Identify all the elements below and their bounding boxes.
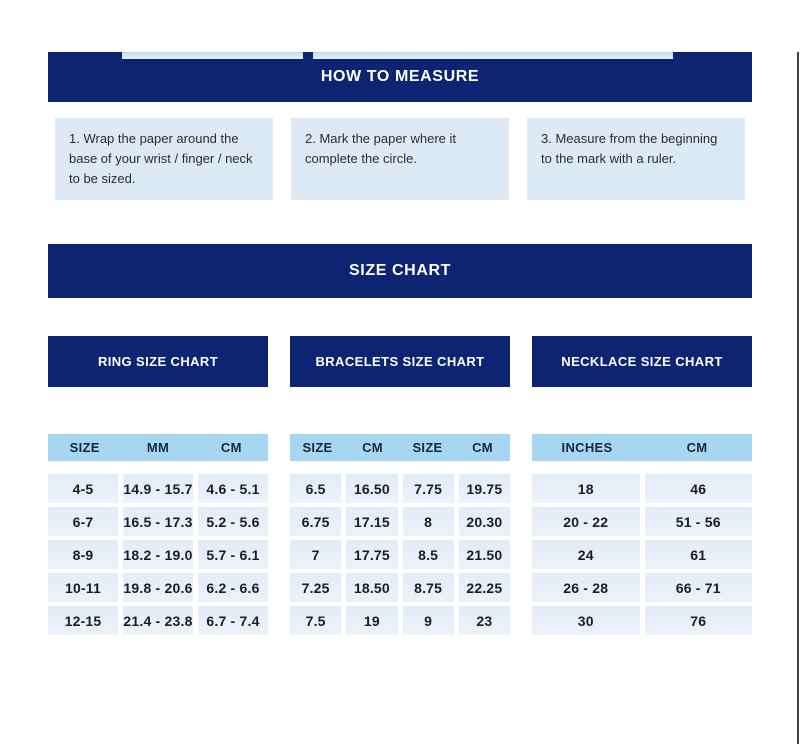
section-title-ring: RING SIZE CHART: [48, 336, 268, 387]
section-titles-row: [48, 336, 752, 387]
section-title-bracelets: BRACELETS SIZE CHART: [290, 336, 510, 387]
table-cell: 14.9 - 15.7: [123, 474, 193, 503]
table-row: [532, 540, 752, 569]
size-chart-banner: [48, 244, 752, 298]
size-guide-page: [0, 52, 800, 635]
table-cell: 4-5: [48, 474, 118, 503]
measure-step-1: 1. Wrap the paper around the base of your wrist / finger / neck to be sized.: [55, 118, 273, 200]
table-cell: 12-15: [48, 606, 118, 635]
table-cell: 8-9: [48, 540, 118, 569]
table-cell: 7.75: [403, 474, 454, 503]
table-cell: 6-7: [48, 507, 118, 536]
table-cell: 8: [403, 507, 454, 536]
table-cell: 18.2 - 19.0: [123, 540, 193, 569]
size-table-ring: [48, 434, 268, 635]
table-row: [290, 540, 510, 569]
how-to-measure-banner: [48, 52, 752, 102]
table-cell: 66 - 71: [645, 573, 753, 602]
table-body-necklace: [532, 474, 752, 635]
table-cell: 30: [532, 606, 640, 635]
window-edge-line: [797, 52, 799, 744]
table-row: [532, 606, 752, 635]
table-cell: 19.8 - 20.6: [123, 573, 193, 602]
table-cell: 20.30: [459, 507, 510, 536]
top-tab-left[interactable]: [122, 52, 303, 59]
size-table-bracelets: [290, 434, 510, 635]
measure-steps-row: [48, 118, 752, 200]
table-header-necklace: [532, 434, 752, 461]
table-cell: 6.7 - 7.4: [198, 606, 268, 635]
size-table-necklace: [532, 434, 752, 635]
table-cell: 6.5: [290, 474, 341, 503]
table-cell: 17.75: [346, 540, 397, 569]
table-cell: 17.15: [346, 507, 397, 536]
table-cell: 23: [459, 606, 510, 635]
table-row: [48, 540, 268, 569]
table-cell: 5.7 - 6.1: [198, 540, 268, 569]
table-cell: 7: [290, 540, 341, 569]
table-cell: 5.2 - 5.6: [198, 507, 268, 536]
table-row: [290, 474, 510, 503]
top-tab-right[interactable]: [313, 52, 673, 59]
column-header: INCHES: [561, 440, 613, 456]
table-cell: 51 - 56: [645, 507, 753, 536]
table-cell: 21.50: [459, 540, 510, 569]
column-header: CM: [362, 440, 383, 456]
table-cell: 18.50: [346, 573, 397, 602]
measure-step-2: 2. Mark the paper where it complete the circle.: [291, 118, 509, 200]
table-cell: 6.2 - 6.6: [198, 573, 268, 602]
table-cell: 10-11: [48, 573, 118, 602]
table-cell: 7.5: [290, 606, 341, 635]
table-row: [48, 606, 268, 635]
table-row: [290, 606, 510, 635]
table-cell: 61: [645, 540, 753, 569]
table-cell: 8.5: [403, 540, 454, 569]
column-header: MM: [146, 440, 170, 456]
measure-step-3: 3. Measure from the beginning to the mark with a ruler.: [527, 118, 745, 200]
table-cell: 46: [645, 474, 753, 503]
table-cell: 26 - 28: [532, 573, 640, 602]
table-row: [48, 507, 268, 536]
column-header: CM: [472, 440, 493, 456]
column-header: CM: [220, 440, 242, 456]
table-cell: 16.50: [346, 474, 397, 503]
table-cell: 21.4 - 23.8: [123, 606, 193, 635]
column-header: SIZE: [412, 440, 443, 456]
table-cell: 9: [403, 606, 454, 635]
table-cell: 16.5 - 17.3: [123, 507, 193, 536]
column-header: SIZE: [69, 440, 100, 456]
table-header-bracelets: [290, 434, 510, 461]
table-row: [532, 573, 752, 602]
table-row: [532, 474, 752, 503]
table-cell: 7.25: [290, 573, 341, 602]
table-row: [290, 507, 510, 536]
how-to-measure-title: HOW TO MEASURE: [320, 68, 480, 85]
table-cell: 22.25: [459, 573, 510, 602]
table-cell: 8.75: [403, 573, 454, 602]
table-row: [290, 573, 510, 602]
section-title-necklace: NECKLACE SIZE CHART: [532, 336, 752, 387]
column-header: SIZE: [302, 440, 333, 456]
table-cell: 18: [532, 474, 640, 503]
table-row: [48, 573, 268, 602]
column-header: CM: [686, 440, 708, 456]
table-cell: 19.75: [459, 474, 510, 503]
table-cell: 4.6 - 5.1: [198, 474, 268, 503]
size-chart-title: SIZE CHART: [349, 262, 451, 280]
table-body-bracelets: [290, 474, 510, 635]
table-cell: 76: [645, 606, 753, 635]
table-cell: 6.75: [290, 507, 341, 536]
table-row: [532, 507, 752, 536]
table-row: [48, 474, 268, 503]
table-header-ring: [48, 434, 268, 461]
tables-row: [48, 434, 752, 635]
table-body-ring: [48, 474, 268, 635]
table-cell: 24: [532, 540, 640, 569]
table-cell: 20 - 22: [532, 507, 640, 536]
table-cell: 19: [346, 606, 397, 635]
